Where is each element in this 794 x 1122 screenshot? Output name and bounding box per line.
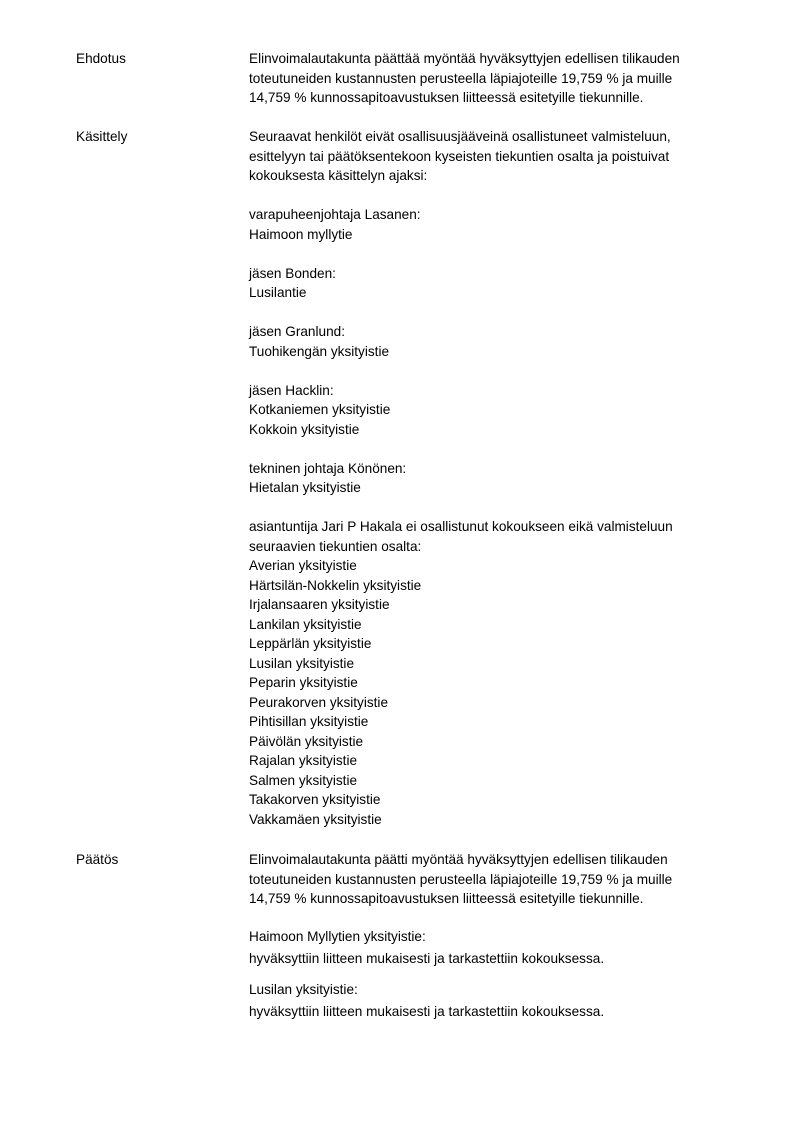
road-name: Rajalan yksityistie	[249, 753, 358, 768]
decision-text: hyväksyttiin liitteen mukaisesti ja tarkastettiin kokouksessa.	[249, 950, 605, 966]
paragraph-line: toteutuneiden kustannusten perusteella läpiajoteille 19,759 % ja muille	[249, 70, 673, 86]
paragraph-line: Seuraavat henkilöt eivät osallisuusjääveinä osallistuneet valmisteluun,	[249, 129, 671, 144]
paragraph-line: esittelyyn tai päätöksentekoon kyseisten tiekuntien osalta ja poistuivat	[249, 148, 670, 164]
section-label-paatos: Päätös	[76, 852, 119, 867]
decision-text: hyväksyttiin liitteen mukaisesti ja tarkastettiin kokouksessa.	[249, 1003, 605, 1019]
paragraph-line: toteutuneiden kustannusten perusteella läpiajoteille 19,759 % ja muille	[249, 871, 673, 887]
road-name: Lankilan yksityistie	[249, 616, 362, 632]
disqualified-person: jäsen Bonden:	[249, 265, 336, 281]
section-label-kasittely: Käsittely	[76, 129, 128, 144]
road-name: Vakkamäen yksityistie	[249, 811, 382, 827]
road-name: Lusilan yksityistie	[249, 655, 355, 671]
ehdotus-text	[249, 49, 729, 108]
paatos-text	[249, 850, 729, 1023]
road-name: Tuohikengän yksityistie	[249, 343, 390, 359]
decision-road: Haimoon Myllytien yksityistie:	[249, 928, 426, 944]
road-name: Takakorven yksityistie	[249, 792, 381, 807]
disqualified-person: jäsen Granlund:	[249, 324, 345, 339]
paragraph-line: kokouksesta käsittelyn ajaksi:	[249, 168, 428, 183]
road-name: Irjalansaaren yksityistie	[249, 597, 390, 612]
paragraph-line: 14,759 % kunnossapitoavustuksen liitteessä esitetyille tiekunnille.	[249, 891, 644, 906]
paragraph-line: asiantuntija Jari P Hakala ei osallistunut kokoukseen eikä valmisteluun	[249, 519, 673, 534]
road-name: Salmen yksityistie	[249, 772, 358, 788]
road-name: Leppärlän yksityistie	[249, 636, 372, 651]
road-name: Averian yksityistie	[249, 558, 357, 573]
disqualified-person: jäsen Hacklin:	[249, 382, 334, 398]
section-label-ehdotus: Ehdotus	[76, 51, 126, 66]
road-name: Kotkaniemen yksityistie	[249, 402, 391, 417]
road-name: Lusilantie	[249, 285, 307, 300]
road-name: Kokkoin yksityistie	[249, 421, 360, 437]
paragraph-line: Elinvoimalautakunta päätti myöntää hyväksyttyjen edellisen tilikauden	[249, 852, 668, 867]
decision-road: Lusilan yksityistie:	[249, 981, 358, 997]
road-name: Peurakorven yksityistie	[249, 694, 389, 710]
paragraph-line: seuraavien tiekuntien osalta:	[249, 538, 422, 554]
disqualified-person: varapuheenjohtaja Lasanen:	[249, 207, 421, 222]
kasittely-text	[249, 127, 729, 829]
road-name: Peparin yksityistie	[249, 675, 358, 690]
road-name: Päivölän yksityistie	[249, 733, 364, 749]
road-name: Haimoon myllytie	[249, 226, 353, 242]
road-name: Härtsilän-Nokkelin yksityistie	[249, 577, 422, 593]
paragraph-line: Elinvoimalautakunta päättää myöntää hyväksyttyjen edellisen tilikauden	[249, 51, 680, 66]
paragraph-line: 14,759 % kunnossapitoavustuksen liitteessä esitetyille tiekunnille.	[249, 90, 644, 105]
disqualified-person: tekninen johtaja Könönen:	[249, 460, 407, 476]
road-name: Pihtisillan yksityistie	[249, 714, 369, 729]
road-name: Hietalan yksityistie	[249, 480, 361, 495]
